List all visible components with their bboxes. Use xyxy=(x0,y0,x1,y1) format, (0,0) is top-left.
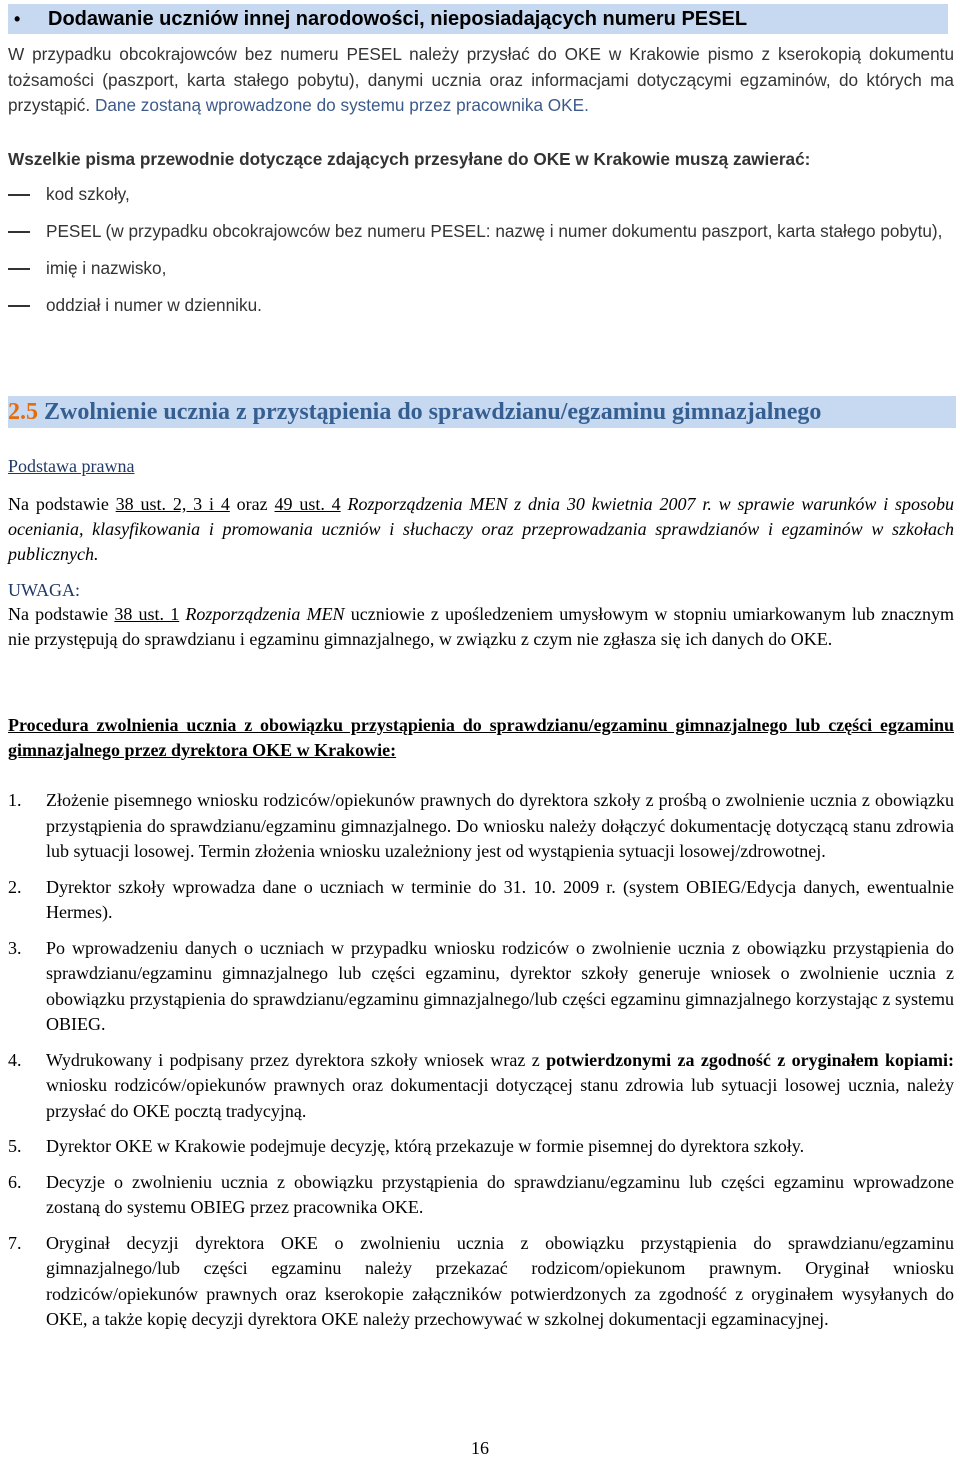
list-item xyxy=(8,219,954,244)
legal-basis-title: Podstawa prawna xyxy=(8,456,135,476)
warning-rest: uczniowie z upośledzeniem umysłowym w stopniu umiarkowanym lub znacznym nie przystępują do sprawdzianu i egzaminu gimnazjalnego, w związku z czym nie zgłasza się ich danych do OKE. xyxy=(8,604,955,649)
legal-basis-italic: Rozporządzenia MEN z dnia 30 kwietnia 2007 r. w sprawie warunków i sposobu oceniania, klasyfikowania i promowania uczniów i słuchaczy oraz przeprowadzania sprawdzianów i egzaminów w szkołach publicznych. xyxy=(8,494,955,564)
warning-text xyxy=(8,602,954,652)
list-item xyxy=(8,182,954,207)
list-item-text: Dyrektor szkoły wprowadza dane o uczniach w terminie do 31. 10. 2009 r. (system OBIEG/Edycja danych, ewentualnie Hermes). xyxy=(46,876,954,922)
bullet-icon: • xyxy=(14,9,21,29)
list-number: 5. xyxy=(8,1136,22,1156)
procedure-steps xyxy=(8,788,954,1343)
list-item xyxy=(8,936,954,1038)
section-heading-text: Zwolnienie ucznia z przystąpienia do sprawdzianu/egzaminu gimnazjalnego xyxy=(44,399,822,425)
warning-pre: Na podstawie xyxy=(8,604,109,624)
list-number: 7. xyxy=(8,1232,22,1253)
list-number: 3. xyxy=(8,937,22,958)
list-item-text: Decyzje o zwolnieniu ucznia z obowiązku przystąpienia do sprawdzianu/egzaminu lub części egzaminu wprowadzone zostaną do systemu OBIEG przez pracownika OKE. xyxy=(46,1171,954,1217)
section-heading-text: Dodawanie uczniów innej narodowości, nieposiadających numeru PESEL xyxy=(48,8,748,30)
legal-basis-text xyxy=(8,492,954,567)
section-heading-foreigners xyxy=(8,4,948,34)
list-item-text: Wydrukowany i podpisany przez dyrektora szkoły wniosek wraz z xyxy=(46,1049,540,1070)
list-item-bold: potwierdzonymi za zgodność z oryginałem kopiami: xyxy=(546,1049,954,1070)
list-item-text: PESEL (w przypadku obcokrajowców bez numeru PESEL: nazwę i numer dokumentu paszport, karta stałego pobytu), xyxy=(46,221,943,241)
list-item-text: Oryginał decyzji dyrektora OKE o zwolnieniu ucznia z obowiązku przystąpienia do sprawdzianu/egzaminu gimnazjalnego/lub części egzaminu należy przekazać rodzicom/opiekunom prawnym. Oryginał wniosku rodziców/opiekunów prawnych oraz kserokopie załączników potwierdzonych za zgodność z oryginałem wysyłanych do OKE, a także kopię decyzji dyrektora OKE należy przechowywać w szkolnej dokumentacji egzaminacyjnej. xyxy=(46,1232,954,1329)
dash-icon xyxy=(8,305,30,307)
legal-ref-link[interactable]: 38 ust. 1 xyxy=(114,604,180,624)
legal-ref-link[interactable]: 38 ust. 2, 3 i 4 xyxy=(115,494,230,514)
list-number: 4. xyxy=(8,1049,22,1070)
list-item xyxy=(8,1231,954,1333)
section-number: 2.5 xyxy=(8,399,38,425)
list-item-text: kod szkoły, xyxy=(46,184,130,204)
list-item xyxy=(8,788,954,865)
foreigners-paragraph xyxy=(8,42,954,119)
list-number: 2. xyxy=(8,876,22,897)
legal-ref-link[interactable]: 49 ust. 4 xyxy=(274,494,341,514)
list-item xyxy=(8,1134,954,1160)
dash-icon xyxy=(8,268,30,270)
warning-italic: Rozporządzenia MEN xyxy=(185,604,345,624)
procedure-title: Procedura zwolnienia ucznia z obowiązku przystąpienia do sprawdzianu/egzaminu gimnazjalnego lub części egzaminu gimnazjalnego przez dyrektora OKE w Krakowie: xyxy=(8,715,954,760)
requirements-intro: Wszelkie pisma przewodnie dotyczące zdających przesyłane do OKE w Krakowie muszą zawierać: xyxy=(8,149,811,169)
list-number: 6. xyxy=(8,1171,22,1192)
section-heading-exemption xyxy=(8,396,956,428)
foreigners-paragraph-highlight: Dane zostaną wprowadzone do systemu przez pracownika OKE. xyxy=(94,95,589,115)
requirements-list xyxy=(8,182,954,318)
page-number: 16 xyxy=(471,1438,489,1458)
list-item-text: Dyrektor OKE w Krakowie podejmuje decyzję, którą przekazuje w formie pisemnej do dyrektora szkoły. xyxy=(46,1136,805,1156)
list-item-text: oddział i numer w dzienniku. xyxy=(46,295,262,315)
list-item-text: imię i nazwisko, xyxy=(46,258,167,278)
dash-icon xyxy=(8,194,30,196)
list-number: 1. xyxy=(8,790,22,810)
list-item xyxy=(8,1170,954,1221)
list-item xyxy=(8,256,954,281)
list-item xyxy=(8,875,954,926)
foreigners-paragraph-main: W przypadku obcokrajowców bez numeru PESEL należy przysłać do OKE w Krakowie pismo z kserokopią dokumentu tożsamości (paszport, karta stałego pobytu), danymi ucznia oraz informacjami dotyczącymi egzaminów, do których ma przystąpić. xyxy=(8,44,954,115)
list-item-text: Złożenie pisemnego wniosku rodziców/opiekunów prawnych do dyrektora szkoły z prośbą o zwolnienie ucznia z obowiązku przystąpienia do sprawdzianu/egzaminu gimnazjalnego. Do wniosku należy dołączyć dokumentację dotyczącą stanu zdrowia lub sytuacji losowej. Termin złożenia wniosku uzależniony jest od wystąpienia sytuacji losowej/zdrowotnej. xyxy=(46,790,954,861)
list-item xyxy=(8,1048,954,1125)
legal-basis-mid: oraz xyxy=(236,494,268,514)
list-item-text: wniosku rodziców/opiekunów prawnych oraz dokumentacji dotyczącej stanu zdrowia lub sytuacji losowej ucznia, należy przysłać do OKE pocztą tradycyjną. xyxy=(46,1075,954,1121)
dash-icon xyxy=(8,231,30,233)
list-item xyxy=(8,293,954,318)
legal-basis-pre: Na podstawie xyxy=(8,494,109,514)
list-item-text: Po wprowadzeniu danych o uczniach w przypadku wniosku rodziców o zwolnienie ucznia z obowiązku przystąpienia do sprawdzianu/egzaminu gimnazjalnego lub części egzaminu, dyrektor szkoły generuje wniosek o zwolnienie ucznia z obowiązku przystąpienia do sprawdzianu/egzaminu gimnazjalnego/lub części egzaminu gimnazjalnego korzystając z systemu OBIEG. xyxy=(46,937,954,1034)
warning-title: UWAGA: xyxy=(8,580,80,600)
